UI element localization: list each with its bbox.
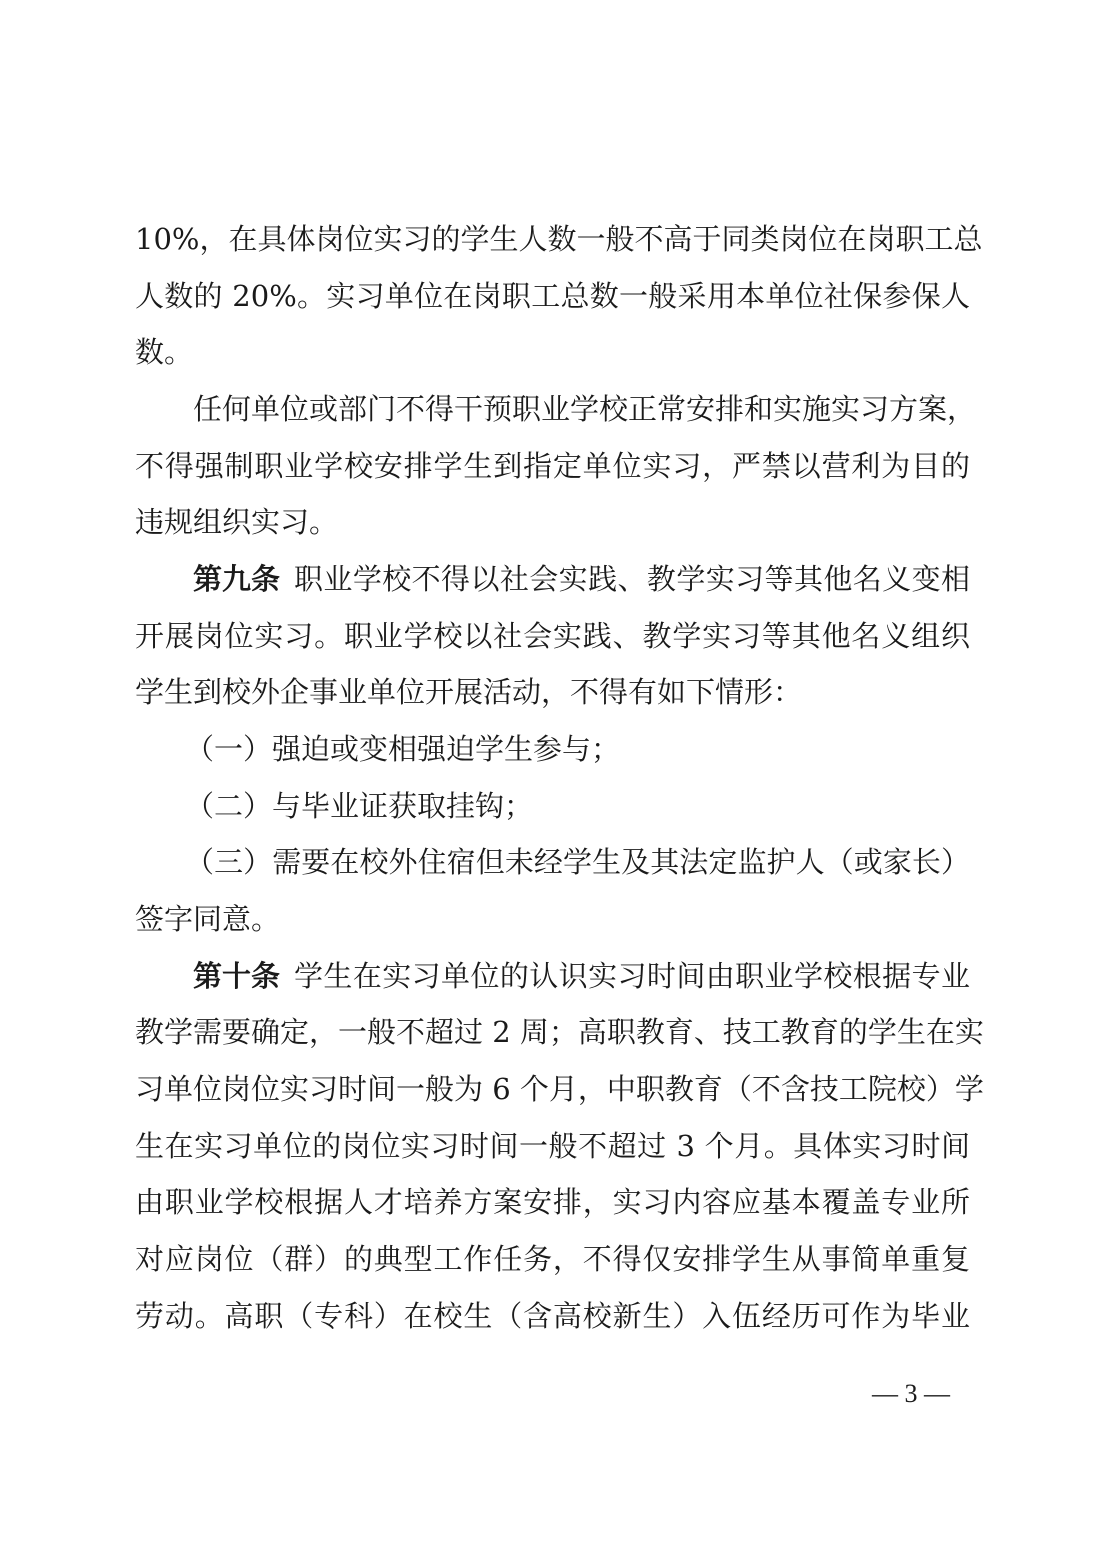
body-text-line: 由职业学校根据人才培养方案安排，实习内容应基本覆盖专业所 xyxy=(135,1185,970,1219)
body-text-line: 教学需要确定，一般不超过 2 周；高职教育、技工教育的学生在实 xyxy=(135,1015,984,1049)
body-text-line: 生在实习单位的岗位实习时间一般不超过 3 个月。具体实习时间 xyxy=(135,1129,970,1163)
body-text-line: 人数的 20%。实习单位在岗职工总数一般采用本单位社保参保人 xyxy=(135,279,970,313)
body-text-line: 签字同意。 xyxy=(135,902,281,936)
body-text-line: 学生到校外企事业单位开展活动，不得有如下情形： xyxy=(135,675,803,709)
article-10-heading: 第十条 xyxy=(193,959,281,993)
body-text-line: 对应岗位（群）的典型工作任务，不得仅安排学生从事简单重复 xyxy=(135,1242,970,1276)
article-10-line xyxy=(193,953,970,999)
page-number: — 3 — xyxy=(872,1379,950,1408)
list-item: （一）强迫或变相强迫学生参与； xyxy=(185,732,621,766)
body-text-line: 任何单位或部门不得干预职业学校正常安排和实施实习方案， xyxy=(193,392,977,426)
body-text-line: 违规组织实习。 xyxy=(135,505,339,539)
article-9-line xyxy=(193,556,970,602)
body-text-line: 数。 xyxy=(135,335,194,369)
body-text-line: 习单位岗位实习时间一般为 6 个月，中职教育（不含技工院校）学 xyxy=(135,1072,984,1106)
body-text-line: 开展岗位实习。职业学校以社会实践、教学实习等其他名义组织 xyxy=(135,619,970,653)
body-text-line: 不得强制职业学校安排学生到指定单位实习，严禁以营利为目的 xyxy=(135,449,970,483)
body-text-line: 学生在实习单位的认识实习时间由职业学校根据专业 xyxy=(294,959,970,993)
list-item: （三）需要在校外住宿但未经学生及其法定监护人（或家长） xyxy=(185,845,970,879)
body-text-line: 劳动。高职（专科）在校生（含高校新生）入伍经历可作为毕业 xyxy=(135,1299,970,1333)
list-item: （二）与毕业证获取挂钩； xyxy=(185,789,534,823)
article-9-heading: 第九条 xyxy=(193,562,281,596)
body-text-line: 职业学校不得以社会实践、教学实习等其他名义变相 xyxy=(294,562,970,596)
body-text-line: 10%，在具体岗位实习的学生人数一般不高于同类岗位在岗职工总 xyxy=(135,222,983,256)
